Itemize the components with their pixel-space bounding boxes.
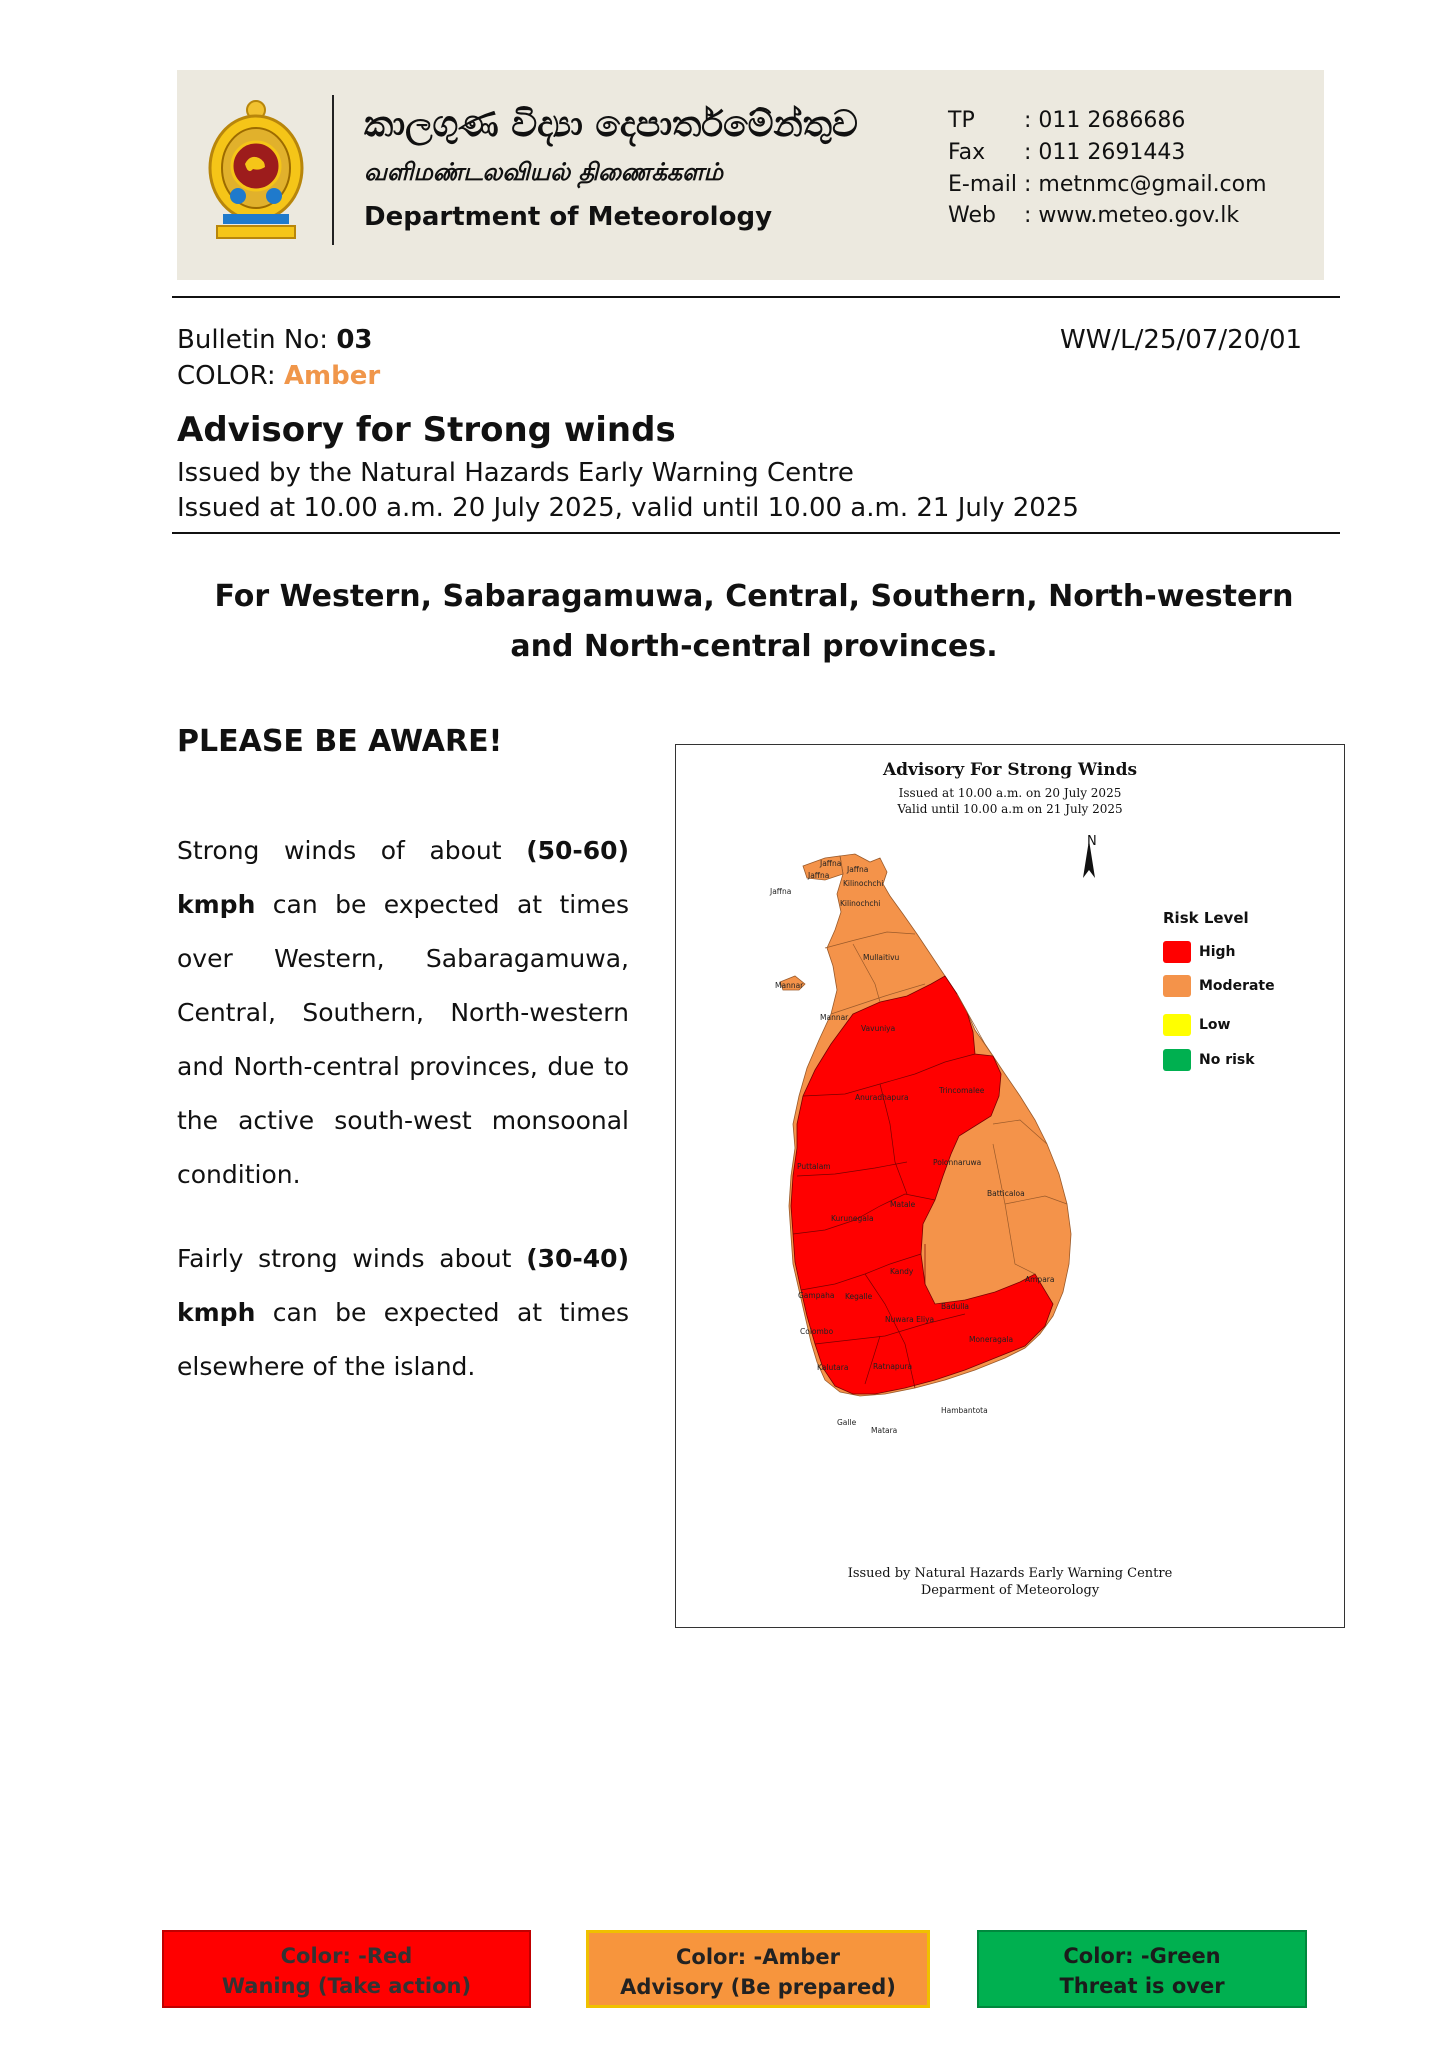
legend-label-high: High <box>1199 944 1236 960</box>
district-label: Moneragala <box>969 1335 1014 1344</box>
district-label: Matale <box>890 1200 916 1209</box>
legend-swatch-no-risk <box>1163 1049 1191 1071</box>
legend-swatch-low <box>1163 1014 1191 1036</box>
legend-label-low: Low <box>1199 1017 1231 1033</box>
district-label: Ampara <box>1025 1275 1055 1284</box>
contact-fax: Fax : 011 2691443 <box>948 140 1186 165</box>
sri-lanka-risk-map <box>675 744 1345 1628</box>
district-label: Galle <box>837 1418 857 1427</box>
map-footer-department: Deparment of Meteorology <box>920 1583 1100 1598</box>
district-label: Kegalle <box>845 1292 873 1301</box>
district-label: Polonnaruwa <box>933 1158 982 1167</box>
district-label: Kandy <box>890 1267 914 1276</box>
issued-at: Issued at 10.00 a.m. 20 July 2025, valid until 10.00 a.m. 21 July 2025 <box>177 493 1079 523</box>
contact-phone: TP : 011 2686686 <box>948 108 1186 133</box>
horizontal-rule <box>172 532 1340 534</box>
map-issued: Issued at 10.00 a.m. on 20 July 2025 <box>898 786 1122 800</box>
department-name-sinhala: කාලගුණ විද්‍යා දෙපාර්තමේන්තුව <box>364 103 858 145</box>
key-green-threat-over: Color: -Green Threat is over <box>977 1930 1307 2008</box>
district-label: Mannar <box>820 1013 849 1022</box>
advisory-title: Advisory for Strong winds <box>177 410 676 450</box>
district-label: Badulla <box>941 1302 970 1311</box>
district-label: Hambantota <box>941 1406 988 1415</box>
bulletin-color: COLOR: Amber <box>177 361 381 391</box>
district-label: Kurunegala <box>831 1214 874 1223</box>
key-amber-advisory: Color: -Amber Advisory (Be prepared) <box>586 1930 930 2008</box>
legend-label-no-risk: No risk <box>1199 1052 1255 1068</box>
district-label: Mullaitivu <box>863 953 900 962</box>
map-footer-issuer: Issued by Natural Hazards Early Warning Centre <box>847 1566 1173 1581</box>
horizontal-rule <box>172 296 1340 298</box>
contact-web: Web : www.meteo.gov.lk <box>948 203 1240 228</box>
district-label: Gampaha <box>798 1291 835 1300</box>
district-label: Kilinochchi <box>840 899 881 908</box>
district-label: Kalutara <box>817 1363 849 1372</box>
district-label: Anuradhapura <box>855 1093 909 1102</box>
district-label: Jaffna <box>808 871 830 880</box>
bulletin-number: Bulletin No: 03 <box>177 325 373 355</box>
district-label: Vavuniya <box>861 1024 896 1033</box>
sri-lanka-emblem-logo <box>205 96 307 241</box>
district-label: Ratnapura <box>873 1362 913 1371</box>
department-name-english: Department of Meteorology <box>364 202 773 232</box>
legend-swatch-moderate <box>1163 975 1191 997</box>
district-label: Kilinochchi <box>843 879 884 888</box>
district-label: Puttalam <box>797 1162 831 1171</box>
header-divider <box>332 95 334 245</box>
district-label: Jaffna <box>847 865 869 874</box>
north-label: N <box>1087 834 1097 849</box>
department-name-tamil: வளிமண்டலவியல் திணைக்களம் <box>364 157 724 186</box>
legend-title: Risk Level <box>1163 909 1249 927</box>
district-label: Nuwara Eliya <box>885 1315 935 1324</box>
district-label: Mannar <box>775 981 804 990</box>
contact-email: E-mail : metnmc@gmail.com <box>948 172 1267 197</box>
legend-swatch-high <box>1163 941 1191 963</box>
map-title: Advisory For Strong Winds <box>882 760 1138 780</box>
map-valid: Valid until 10.00 a.m on 21 July 2025 <box>897 802 1123 816</box>
district-label: Batticaloa <box>987 1189 1025 1198</box>
strong-winds-paragraph: Strong winds of about (50-60) kmph can be expected at times over Western, Sabaragamuwa, Central, Southern, North-western and North-central provinces, due to the active south-west monsoonal condition. <box>177 836 629 1189</box>
district-label: Jaffna <box>770 887 792 896</box>
district-label: Jaffna <box>820 859 842 868</box>
issued-by: Issued by the Natural Hazards Early Warning Centre <box>177 458 854 488</box>
provinces-heading: For Western, Sabaragamuwa, Central, Southern, North-western and North-central provinces. <box>214 579 1294 664</box>
district-label: Colombo <box>800 1327 834 1336</box>
district-label: Trincomalee <box>939 1086 985 1095</box>
aware-heading: PLEASE BE AWARE! <box>177 724 503 759</box>
legend-label-moderate: Moderate <box>1199 978 1275 994</box>
fairly-strong-winds-paragraph: Fairly strong winds about (30-40) kmph can be expected at times elsewhere of the island. <box>177 1244 629 1381</box>
bulletin-reference: WW/L/25/07/20/01 <box>1060 325 1303 355</box>
key-red-warning: Color: -Red Waning (Take action) <box>162 1930 531 2008</box>
district-label: Matara <box>871 1426 898 1435</box>
